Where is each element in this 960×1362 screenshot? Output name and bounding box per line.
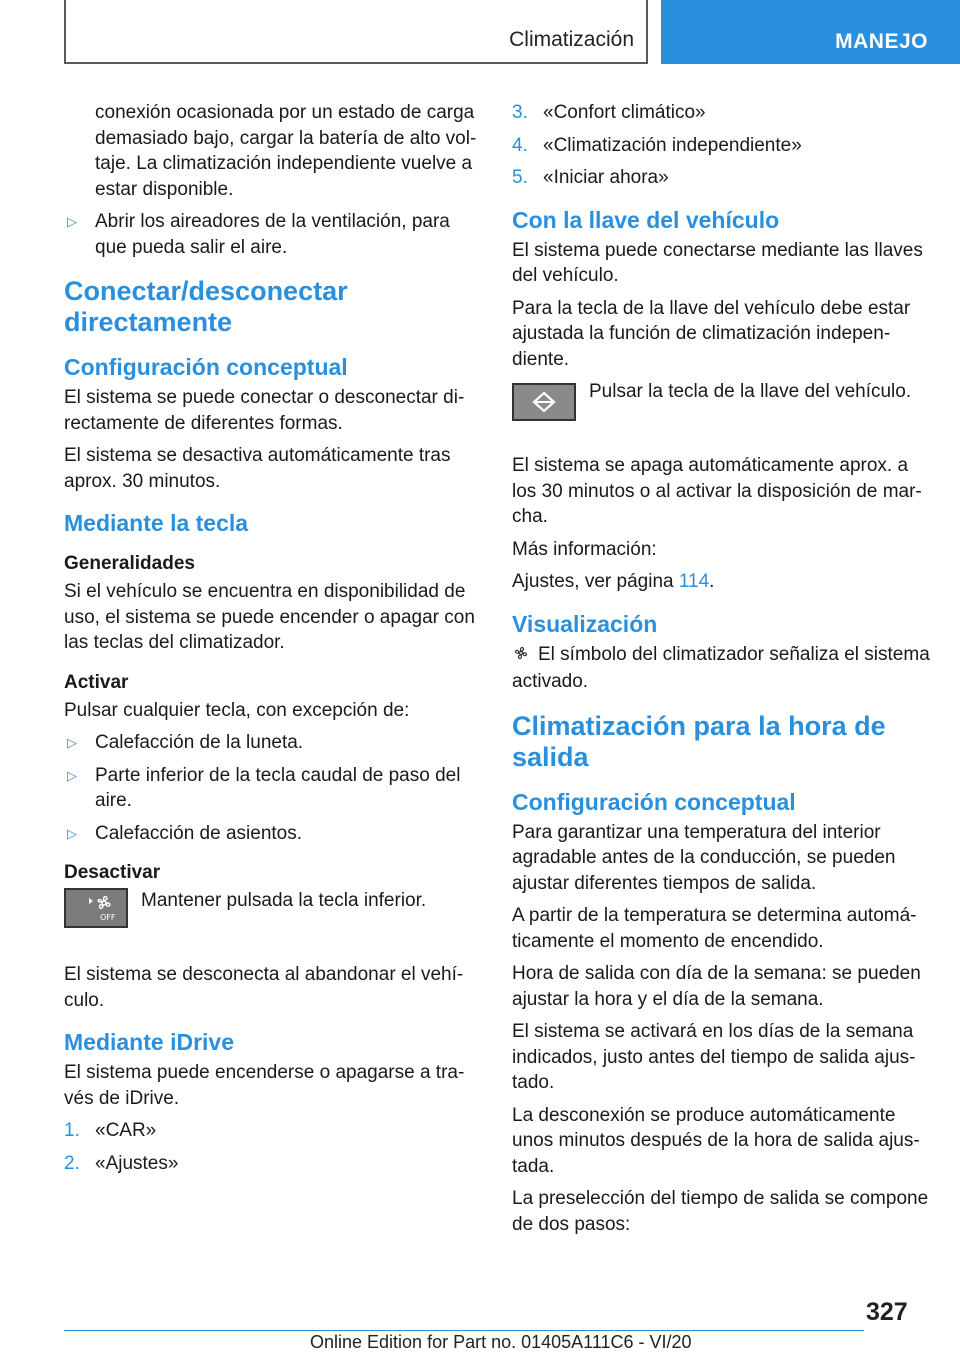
list-item: ▷ Calefacción de la luneta. <box>64 730 482 756</box>
step-number: 4. <box>512 134 528 156</box>
list-item: ▷ Abrir los aireadores de la ventilación, para que pueda salir el aire. <box>67 211 450 258</box>
key-instruction <box>512 379 930 447</box>
page-number: 327 <box>866 1298 908 1326</box>
subsection-heading: Configuración conceptual <box>64 354 348 380</box>
paragraph: El símbolo del climatizador señaliza el sistema activado. <box>512 643 930 692</box>
minor-heading: Generalidades <box>64 553 195 574</box>
list-item: ▷ Parte inferior de la tecla caudal de paso del aire. <box>67 764 461 811</box>
paragraph: El sistema se activará en los días de la semana indicados, justo antes del tiempo de salida ajustado. <box>512 1021 916 1093</box>
subsection-heading: Con la llave del vehículo <box>512 206 780 233</box>
paragraph: El sistema puede encenderse o apagarse a través de iDrive. <box>64 1062 465 1109</box>
step-number: 1. <box>64 1120 80 1141</box>
footer-divider <box>64 1330 864 1331</box>
subsection-heading: Mediante iDrive <box>64 1029 234 1055</box>
numbered-step: 3. «Confort climático» <box>512 100 930 126</box>
numbered-step: 5. «Iniciar ahora» <box>512 165 930 191</box>
paragraph: Pulsar cualquier tecla, con excepción de: <box>64 699 410 721</box>
paragraph: El sistema se apaga automáticamente aprox. a los 30 minutos o al activar la disposición de marcha. <box>512 455 922 527</box>
paragraph: El sistema puede conectarse mediante las llaves del vehículo. <box>512 239 923 286</box>
minor-heading: Activar <box>64 671 129 693</box>
subsection-heading: Configuración conceptual <box>512 788 796 815</box>
step-number: 2. <box>64 1152 80 1174</box>
subsection-heading: Mediante la tecla <box>64 510 249 536</box>
section-heading: Conectar/desconectar directamente <box>64 276 348 337</box>
paragraph: Para la tecla de la llave del vehículo debe estar ajustada la función de climatización independiente. <box>512 297 911 370</box>
step-number: 3. <box>512 102 528 123</box>
intro-paragraph: conexión ocasionada por un estado de carga demasiado bajo, cargar la batería de alto voltaje. La climatización independiente vuelve a estar disponible. <box>95 102 477 200</box>
header-chapter-tab: MANEJO <box>661 0 960 64</box>
paragraph: Mantener pulsada la tecla inferior. <box>141 890 427 911</box>
numbered-step: 4. «Climatización independiente» <box>512 133 930 159</box>
fan-off-key-icon <box>64 888 128 928</box>
climate-symbol-icon <box>512 644 532 670</box>
paragraph: Para garantizar una temperatura del interior agradable antes de la conducción, se pueden ajustar diferentes tiempos de salida. <box>512 821 896 894</box>
header-section-box <box>64 0 648 64</box>
paragraph: El sistema se desconecta al abandonar el vehículo. <box>64 964 464 1011</box>
step-number: 5. <box>512 167 528 188</box>
deactivate-instruction <box>64 888 482 956</box>
paragraph: Pulsar la tecla de la llave del vehículo. <box>589 381 912 402</box>
numbered-step: 1. «CAR» <box>64 1118 482 1144</box>
subsection-heading: Visualización <box>512 610 658 637</box>
cross-reference: Ajustes, ver página 114. <box>512 571 715 592</box>
triangle-right-icon: ▷ <box>67 767 77 783</box>
paragraph: La preselección del tiempo de salida se compone de dos pasos: <box>512 1188 929 1235</box>
left-column <box>64 100 482 1183</box>
triangle-right-icon: ▷ <box>67 825 77 841</box>
header-section-title: Climatización <box>509 28 634 51</box>
page-link[interactable]: 114 <box>678 571 710 592</box>
section-heading: Climatización para la hora de salida <box>512 710 886 772</box>
paragraph: Hora de salida con día de la semana: se pueden ajustar la hora y el día de la semana. <box>512 963 921 1010</box>
paragraph: Más información: <box>512 538 657 560</box>
svg-text:OFF: OFF <box>100 913 116 922</box>
paragraph: El sistema se puede conectar o desconectar directamente de diferentes formas. <box>64 387 465 434</box>
paragraph: La desconexión se produce automáticamente unos minutos después de la hora de salida ajustada. <box>512 1104 920 1177</box>
paragraph: El sistema se desactiva automáticamente tras aprox. 30 minutos. <box>64 445 451 492</box>
minor-heading: Desactivar <box>64 862 161 883</box>
right-column <box>512 100 930 1244</box>
list-item: ▷ Calefacción de asientos. <box>64 821 482 847</box>
numbered-step: 2. «Ajustes» <box>64 1151 482 1177</box>
paragraph: Si el vehículo se encuentra en disponibilidad de uso, el sistema se puede encender o apagar con las teclas del climatizador. <box>64 581 475 653</box>
triangle-right-icon: ▷ <box>67 735 77 750</box>
vehicle-key-icon <box>512 383 576 421</box>
paragraph: A partir de la temperatura se determina automáticamente el momento de encendido. <box>512 905 917 952</box>
triangle-right-icon: ▷ <box>67 214 77 229</box>
footer-edition-text: Online Edition for Part no. 01405A111C6 - VI/20 <box>310 1332 692 1352</box>
